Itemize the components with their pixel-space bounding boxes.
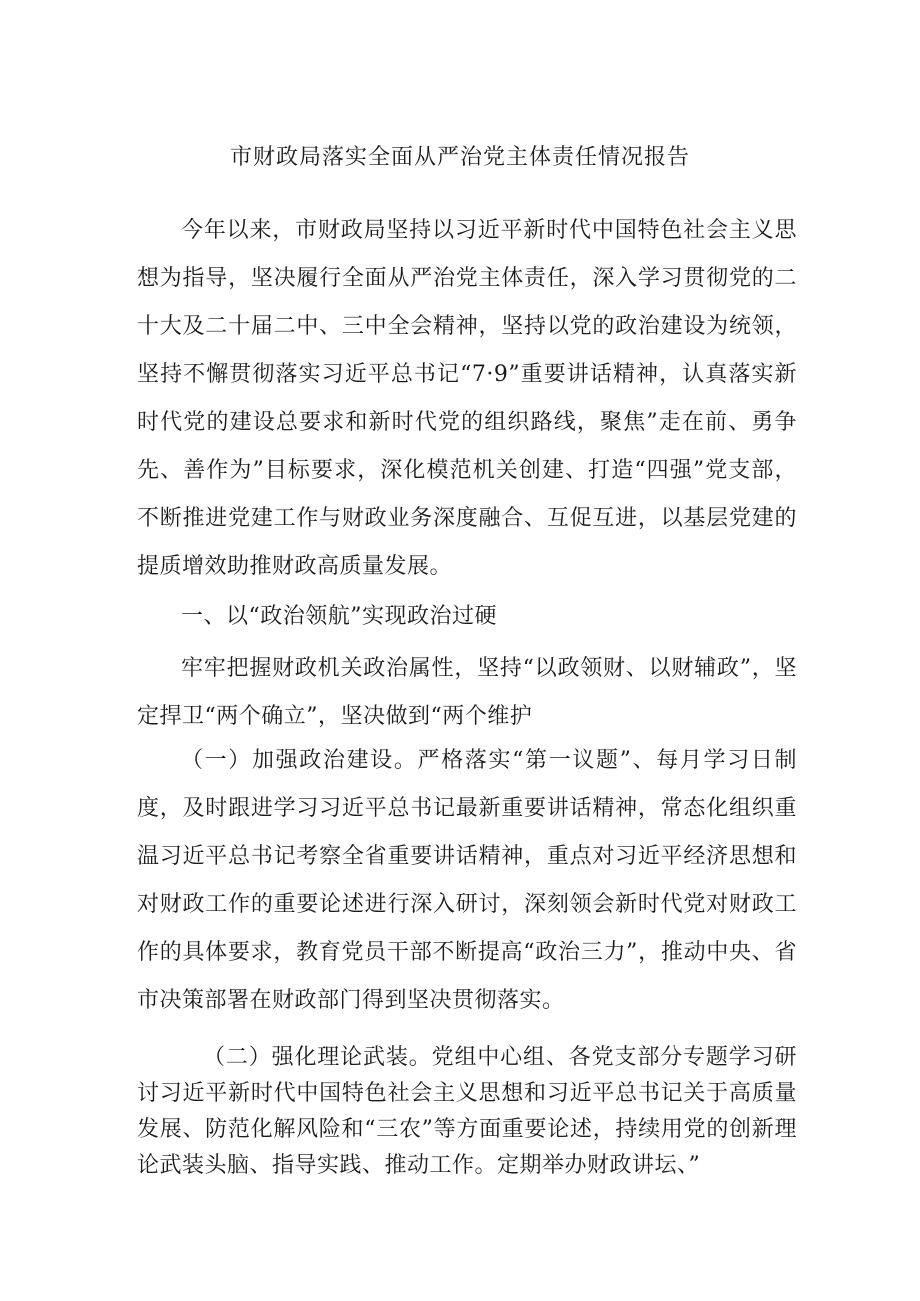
intro-paragraph: 今年以来，市财政局坚持以习近平新时代中国特色社会主义思想为指导，坚决履行全面从严治党主体责任，深入学习贯彻党的二十大及二十届二中、三中全会精神，坚持以党的政治建设为统领，坚持不懈贯彻落实习近平总书记“7·9”重要讲话精神，认真落实新时代党的建设总要求和新时代党的组织路线，聚焦”走在前、勇争先、善作为”目标要求，深化模范机关创建、打造“四强”党支部，不断推进党建工作与财政业务深度融合、互促互进，以基层党建的提质增效助推财政高质量发展。 xyxy=(137,218,797,579)
subsection-1-paragraph: （一）加强政治建设。严格落实“第一议题”、每月学习日制度，及时跟进学习习近平总书记最新重要讲话精神，常态化组织重温习近平总书记考察全省重要讲话精神，重点对习近平经济思想和对财政工作的重要论述进行深入研讨，深刻领会新时代党对财政工作的具体要求，教育党员干部不断提高“政治三力”，推动中央、省市决策部署在财政部门得到坚决贯彻落实。 xyxy=(137,748,797,1013)
subsection-2-paragraph: （二）强化理论武装。党组中心组、各党支部分专题学习研讨习近平新时代中国特色社会主义思想和习近平总书记关于高质量发展、防范化解风险和“三农”等方面重要论述，持续用党的创新理论武装头脑、指导实践、推动工作。定期举办财政讲坛、” xyxy=(137,1045,797,1178)
section-heading-1: 一、以“政治领航”实现政治过硬 xyxy=(181,604,497,629)
section-1-intro-paragraph: 牢牢把握财政机关政治属性，坚持“以政领财、以财辅政”，坚定捍卫“两个确立”，坚决做到“两个维护 xyxy=(137,656,797,729)
document-title: 市财政局落实全面从严治党主体责任情况报告 xyxy=(229,145,690,170)
